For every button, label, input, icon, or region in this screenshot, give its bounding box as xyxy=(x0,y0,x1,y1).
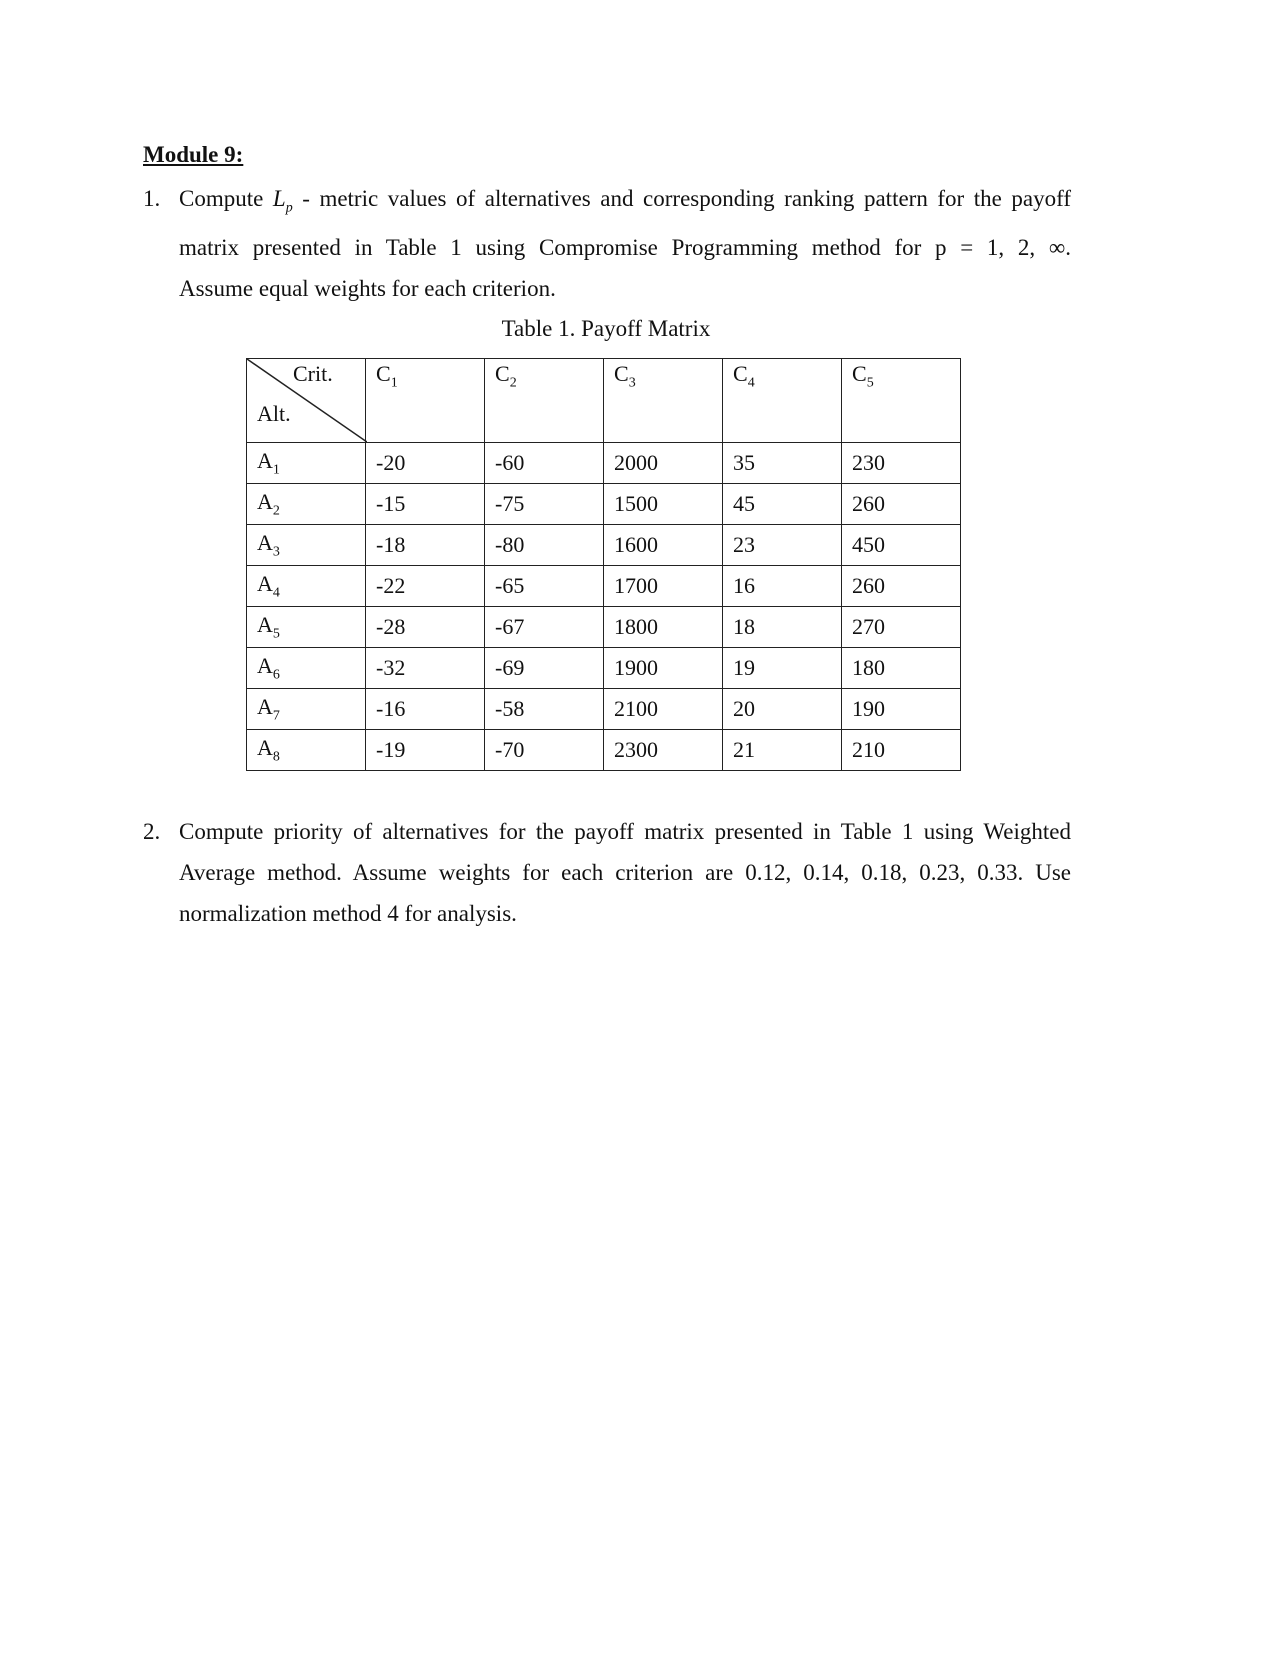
text: 1 xyxy=(390,375,398,391)
column-header xyxy=(485,359,604,443)
value-cell: -67 xyxy=(485,607,604,648)
value-cell: 450 xyxy=(842,525,961,566)
corner-cell xyxy=(247,359,366,443)
value-cell: -69 xyxy=(485,648,604,689)
alt-label: Alt. xyxy=(257,401,291,426)
value-cell: -15 xyxy=(366,484,485,525)
text: 2 xyxy=(272,503,280,519)
value-cell: -80 xyxy=(485,525,604,566)
text: 4 xyxy=(747,375,755,391)
value-cell: 21 xyxy=(723,730,842,771)
text: 3 xyxy=(272,544,280,560)
question-1-line-1 xyxy=(179,186,1071,217)
text: - metric values of alternatives and corresponding ranking pattern for the payoff xyxy=(292,186,1071,211)
column-header xyxy=(366,359,485,443)
value-cell: 2300 xyxy=(604,730,723,771)
value-cell: 1900 xyxy=(604,648,723,689)
text: A xyxy=(257,734,273,760)
value-cell: -70 xyxy=(485,730,604,771)
text: A xyxy=(257,652,273,678)
table-row xyxy=(247,607,961,648)
value-cell: -60 xyxy=(485,443,604,484)
question-1-line-2: matrix presented in Table 1 using Compromise Programming method for p = 1, 2, ∞. xyxy=(179,235,1071,260)
text: A xyxy=(257,570,273,596)
module-title: Module 9: xyxy=(143,142,244,167)
value-cell: 260 xyxy=(842,484,961,525)
table-row xyxy=(247,730,961,771)
alternative-cell xyxy=(247,525,366,566)
value-cell: 1600 xyxy=(604,525,723,566)
value-cell: -20 xyxy=(366,443,485,484)
text: A xyxy=(257,693,273,719)
text: C xyxy=(376,361,391,386)
column-header xyxy=(604,359,723,443)
value-cell: -32 xyxy=(366,648,485,689)
value-cell: 19 xyxy=(723,648,842,689)
value-cell: 1500 xyxy=(604,484,723,525)
value-cell: -28 xyxy=(366,607,485,648)
value-cell: -75 xyxy=(485,484,604,525)
text: A xyxy=(257,447,273,473)
text: C xyxy=(852,361,867,386)
table-caption: Table 1. Payoff Matrix xyxy=(501,316,711,341)
text: C xyxy=(733,361,748,386)
question-2-line-2: Average method. Assume weights for each criterion are 0.12, 0.14, 0.18, 0.23, 0.33. Use xyxy=(179,860,1071,885)
value-cell: -22 xyxy=(366,566,485,607)
text: 1 xyxy=(272,462,280,478)
payoff-matrix-table xyxy=(246,358,961,771)
text: C xyxy=(495,361,510,386)
question-2-line-3: normalization method 4 for analysis. xyxy=(179,901,517,926)
column-header xyxy=(723,359,842,443)
value-cell: 18 xyxy=(723,607,842,648)
alternative-cell xyxy=(247,607,366,648)
alternative-cell xyxy=(247,566,366,607)
table-row xyxy=(247,443,961,484)
value-cell: -18 xyxy=(366,525,485,566)
table-row xyxy=(247,648,961,689)
table-header-row xyxy=(247,359,961,443)
alternative-cell xyxy=(247,730,366,771)
text: Compute xyxy=(179,186,273,211)
alternative-cell xyxy=(247,484,366,525)
value-cell: 20 xyxy=(723,689,842,730)
text: C xyxy=(614,361,629,386)
text: A xyxy=(257,488,273,514)
value-cell: 230 xyxy=(842,443,961,484)
value-cell: -65 xyxy=(485,566,604,607)
table-row xyxy=(247,689,961,730)
l-symbol: L xyxy=(272,186,286,211)
question-2-line-1: Compute priority of alternatives for the payoff matrix presented in Table 1 using Weighted xyxy=(179,819,1071,844)
column-header xyxy=(842,359,961,443)
value-cell: 210 xyxy=(842,730,961,771)
table-row xyxy=(247,484,961,525)
value-cell: -16 xyxy=(366,689,485,730)
text: 4 xyxy=(272,585,280,601)
value-cell: 2100 xyxy=(604,689,723,730)
value-cell: 270 xyxy=(842,607,961,648)
value-cell: 190 xyxy=(842,689,961,730)
text: 7 xyxy=(272,708,280,724)
value-cell: 1800 xyxy=(604,607,723,648)
alternative-cell xyxy=(247,689,366,730)
alternative-cell xyxy=(247,443,366,484)
question-1-line-3: Assume equal weights for each criterion. xyxy=(179,276,556,301)
value-cell: 16 xyxy=(723,566,842,607)
value-cell: -58 xyxy=(485,689,604,730)
question-number: 2. xyxy=(143,819,161,844)
text: 5 xyxy=(272,626,280,642)
value-cell: 2000 xyxy=(604,443,723,484)
table-row xyxy=(247,566,961,607)
alternative-cell xyxy=(247,648,366,689)
value-cell: 23 xyxy=(723,525,842,566)
table-row xyxy=(247,525,961,566)
text: 5 xyxy=(866,375,874,391)
value-cell: 35 xyxy=(723,443,842,484)
crit-label: Crit. xyxy=(293,361,333,386)
text: 3 xyxy=(628,375,636,391)
text: 8 xyxy=(272,749,280,765)
text: A xyxy=(257,529,273,555)
text: 6 xyxy=(272,667,280,683)
p-subscript: p xyxy=(285,200,293,216)
text: 2 xyxy=(509,375,517,391)
text: A xyxy=(257,611,273,637)
value-cell: 180 xyxy=(842,648,961,689)
value-cell: 260 xyxy=(842,566,961,607)
value-cell: -19 xyxy=(366,730,485,771)
value-cell: 45 xyxy=(723,484,842,525)
value-cell: 1700 xyxy=(604,566,723,607)
question-number: 1. xyxy=(143,186,161,211)
